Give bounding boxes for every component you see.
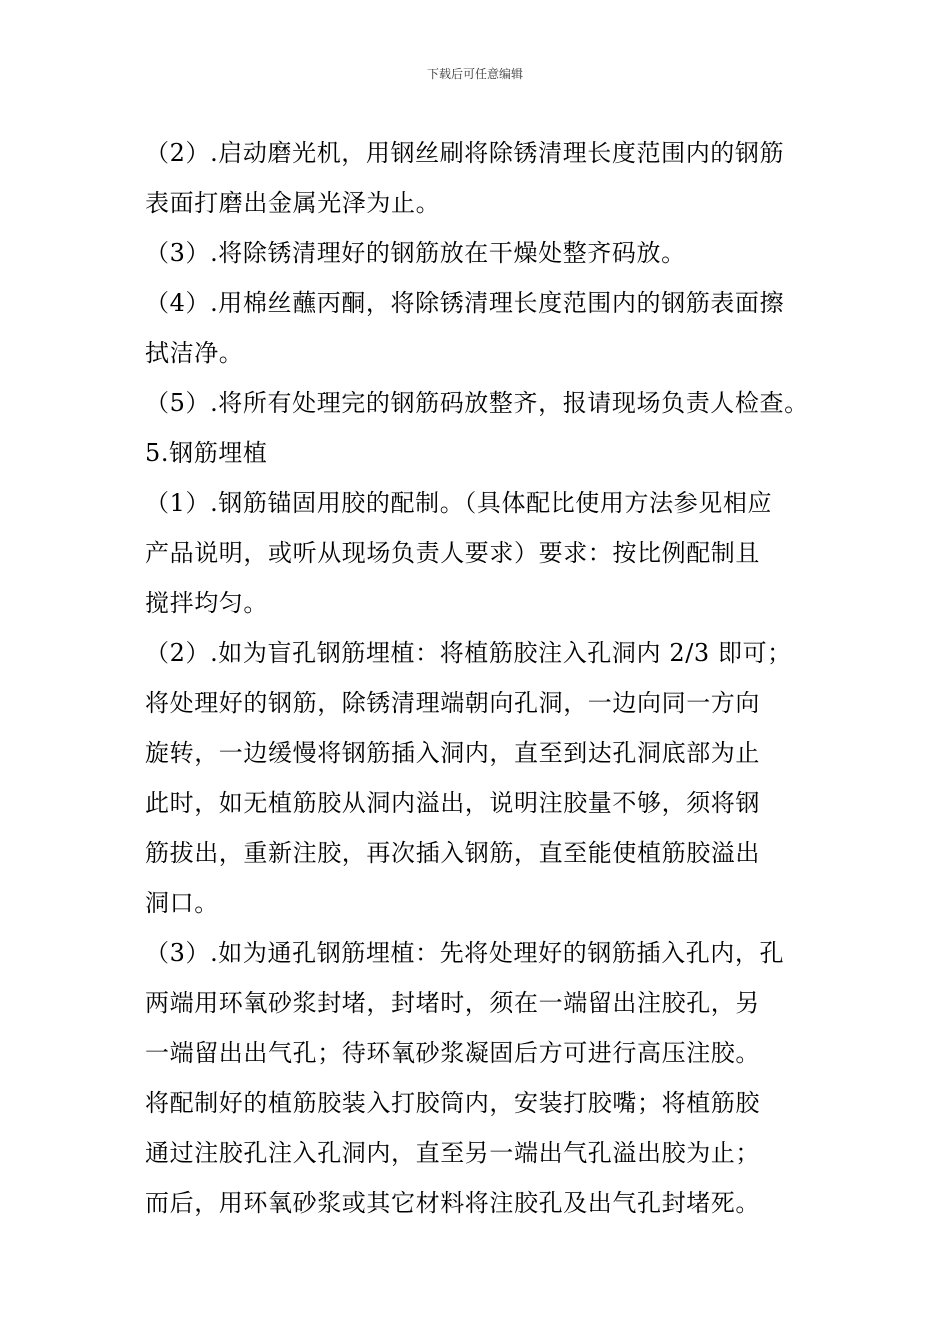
- text-line: （2）.如为盲孔钢筋埋植：将植筋胶注入孔洞内 2/3 即可；: [145, 639, 792, 667]
- section-heading: 5.钢筋埋植: [145, 439, 268, 467]
- page-header: 下载后可任意编辑: [426, 67, 523, 81]
- text-line: 一端留出出气孔；待环氧砂浆凝固后方可进行高压注胶。: [145, 1039, 760, 1067]
- text-line: （3）.如为通孔钢筋埋植：先将处理好的钢筋插入孔内，孔: [145, 939, 785, 967]
- text-line: （2）.启动磨光机，用钢丝刷将除锈清理长度范围内的钢筋: [145, 139, 785, 167]
- text-line: 拭洁净。: [145, 339, 244, 367]
- text-line: 将配制好的植筋胶装入打胶筒内，安装打胶嘴；将植筋胶: [145, 1089, 760, 1117]
- document-body: [145, 128, 815, 1228]
- text-line: 旋转，一边缓慢将钢筋插入洞内，直至到达孔洞底部为止: [145, 739, 760, 767]
- text-line: 洞口。: [145, 889, 219, 917]
- text-line: 将处理好的钢筋，除锈清理端朝向孔洞，一边向同一方向: [145, 689, 760, 717]
- text-line: 筋拔出，重新注胶，再次插入钢筋，直至能使植筋胶溢出: [145, 839, 760, 867]
- text-line: （5）.将所有处理完的钢筋码放整齐，报请现场负责人检查。: [145, 389, 809, 417]
- text-line: 通过注胶孔注入孔洞内，直至另一端出气孔溢出胶为止；: [145, 1139, 760, 1167]
- text-line: 而后，用环氧砂浆或其它材料将注胶孔及出气孔封堵死。: [145, 1189, 760, 1217]
- text-line: 表面打磨出金属光泽为止。: [145, 189, 441, 217]
- text-line: 产品说明，或听从现场负责人要求）要求：按比例配制且: [145, 539, 760, 567]
- text-line: 此时，如无植筋胶从洞内溢出，说明注胶量不够，须将钢: [145, 789, 760, 817]
- text-line: 搅拌均匀。: [145, 589, 268, 617]
- text-line: （1）.钢筋锚固用胶的配制。（具体配比使用方法参见相应: [145, 489, 773, 517]
- text-line: （4）.用棉丝蘸丙酮，将除锈清理长度范围内的钢筋表面擦: [145, 289, 785, 317]
- text-line: 两端用环氧砂浆封堵，封堵时，须在一端留出注胶孔，另: [145, 989, 760, 1017]
- text-line: （3）.将除锈清理好的钢筋放在干燥处整齐码放。: [145, 239, 686, 267]
